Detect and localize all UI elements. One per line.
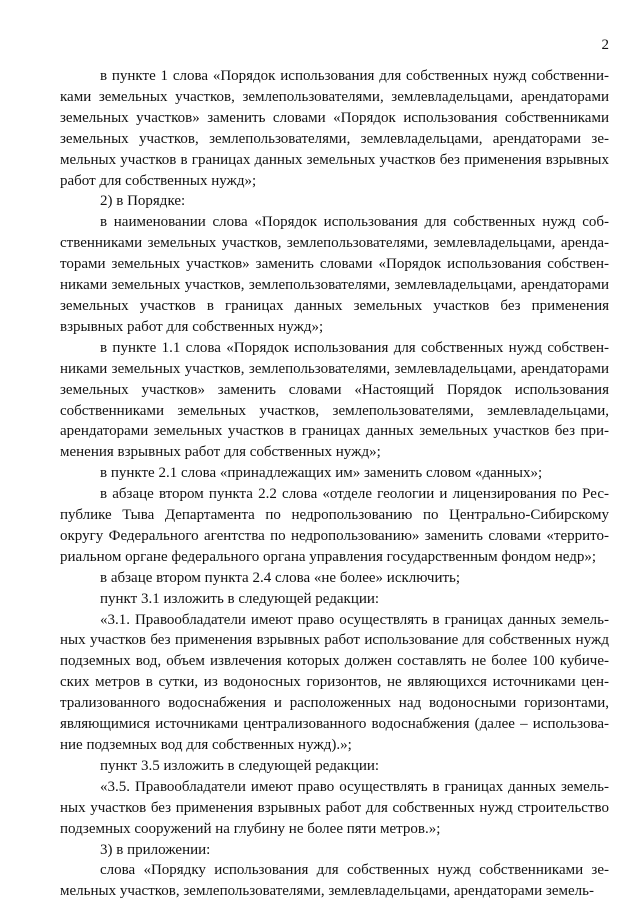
paragraph: «3.5. Правообладатели имеют право осуществлять в границах данных земельных участков без применения взрывных работ для собственных нужд строительство подземных сооружений на глубину не более пяти метров.»;: [60, 778, 609, 837]
paragraph: в пункте 1 слова «Порядок использования для собственных нужд собственниками земельных участков, землепользователями, землевладельцами, арендаторами земельных участков» заменить словами «Порядок использования собственниками земельных участков, землепользователями, землевладельцами, арендаторами земельных участков в границах данных земельных участков без применения взрывных работ для собственных нужд»;: [60, 68, 609, 189]
paragraph: слова «Порядку использования для собственных нужд собственниками земельных участков, землепользователями, землевладельцами, арендаторами земель-: [60, 862, 609, 900]
paragraph: в наименовании слова «Порядок использования для собственных нужд собственниками земельных участков, землепользователями, землевладельцами, арендаторами земельных участков» заменить словами «Порядок использования собственниками земельных участков, землепользователями, землевладельцами, арендаторами земельных участков в границах данных земельных участков без применения взрывных работ для собственных нужд»;: [60, 214, 609, 335]
paragraph: пункт 3.1 изложить в следующей редакции:: [100, 590, 380, 607]
document-body: [60, 66, 609, 902]
paragraph: 3) в приложении:: [100, 841, 211, 858]
paragraph: пункт 3.5 изложить в следующей редакции:: [100, 757, 380, 774]
paragraph: 2) в Порядке:: [100, 193, 186, 210]
paragraph: в абзаце втором пункта 2.4 слова «не более» исключить;: [100, 569, 461, 586]
page-number: 2: [601, 37, 609, 53]
paragraph: в абзаце втором пункта 2.2 слова «отделе геологии и лицензирования по Республике Тыва Департамента по недропользованию по Центрально-Сибирскому округу Федерального агентства по недропользованию» заменить словами «территориальном органе федерального органа управления государственным фондом недр»;: [60, 486, 609, 565]
paragraph: в пункте 1.1 слова «Порядок использования для собственных нужд собственниками земельных участков, землепользователями, землевладельцами, арендаторами земельных участков» заменить словами «Настоящий Порядок использования собственниками земельных участков, землепользователями, землевладельцами, арендаторами земельных участков в границах данных земельных участков без применения взрывных работ для собственных нужд»;: [60, 339, 609, 461]
paragraph: в пункте 2.1 слова «принадлежащих им» заменить словом «данных»;: [100, 465, 543, 482]
paragraph: «3.1. Правообладатели имеют право осуществлять в границах данных земельных участков без применения взрывных работ использование для собственных нужд подземных вод, объем извлечения которых должен составлять не более 100 кубических метров в сутки, из водоносных горизонтов, не являющихся источниками централизованного водоснабжения и расположенных над водоносными горизонтами, являющимися источниками централизованного водоснабжения (далее – использование подземных вод для собственных нужд).»;: [60, 611, 609, 753]
